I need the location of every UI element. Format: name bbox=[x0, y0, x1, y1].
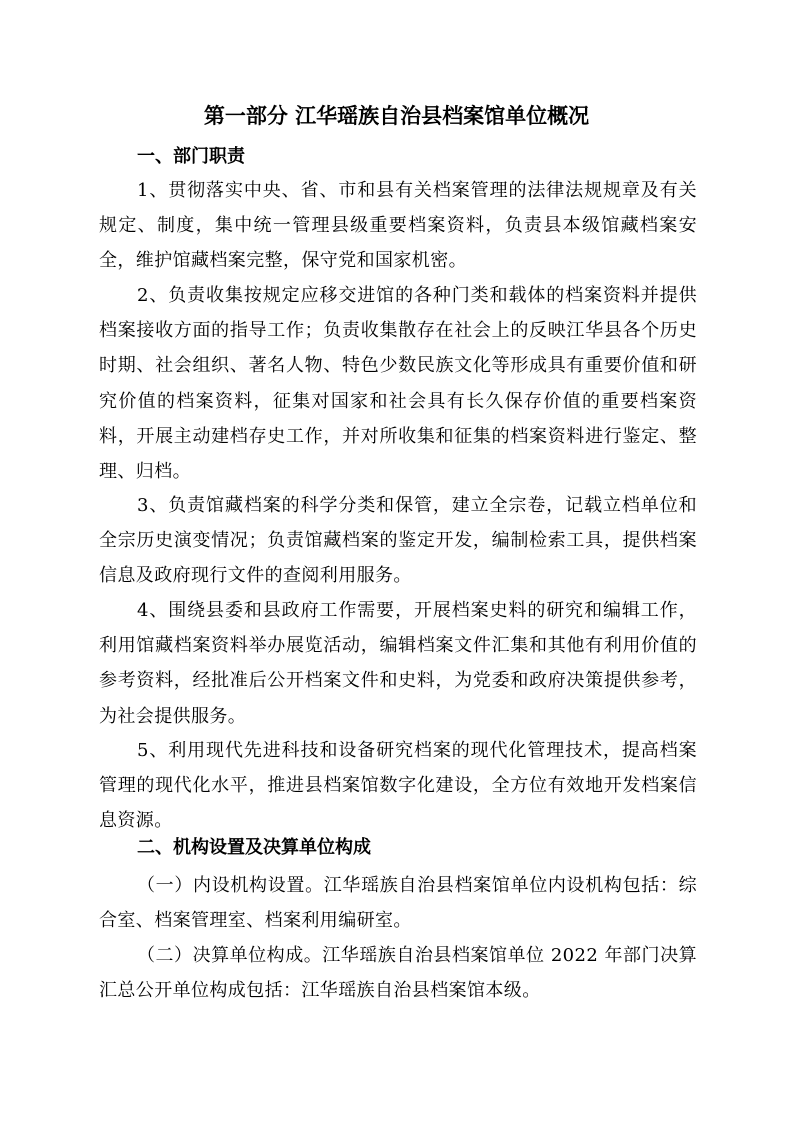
paragraph-duty-3: 3、负责馆藏档案的科学分类和保管，建立全宗卷，记载立档单位和全宗历史演变情况；负责馆藏档案的鉴定开发，编制检索工具，提供档案信息及政府现行文件的查阅利用服务。 bbox=[99, 495, 697, 587]
section-heading-duties: 一、部门职责 bbox=[137, 146, 245, 167]
paragraph-duty-5: 5、利用现代先进科技和设备研究档案的现代化管理技术，提高档案管理的现代化水平，推进县档案馆数字化建设，全方位有效地开发档案信息资源。 bbox=[99, 740, 697, 832]
page-title: 第一部分 江华瑶族自治县档案馆单位概况 bbox=[203, 104, 590, 128]
paragraph-duty-2: 2、负责收集按规定应移交进馆的各种门类和载体的档案资料并提供档案接收方面的指导工作；负责收集散存在社会上的反映江华县各个历史时期、社会组织、著名人物、特色少数民族文化等形成具有重要价值和研究价值的档案资料，征集对国家和社会具有长久保存价值的重要档案资料，开展主动建档存史工作，并对所收集和征集的档案资料进行鉴定、整理、归档。 bbox=[99, 285, 697, 483]
paragraph-org-internal: （一）内设机构设置。江华瑶族自治县档案馆单位内设机构包括：综合室、档案管理室、档案利用编研室。 bbox=[99, 875, 697, 932]
paragraph-duty-4: 4、围绕县委和县政府工作需要，开展档案史料的研究和编辑工作，利用馆藏档案资料举办展览活动，编辑档案文件汇集和其他有利用价值的参考资料，经批准后公开档案文件和史料，为党委和政府决策提供参考，为社会提供服务。 bbox=[99, 600, 697, 727]
paragraph-org-units: （二）决算单位构成。江华瑶族自治县档案馆单位 2022 年部门决算汇总公开单位构成包括：江华瑶族自治县档案馆本级。 bbox=[99, 945, 697, 1002]
paragraph-duty-1: 1、贯彻落实中央、省、市和县有关档案管理的法律法规规章及有关规定、制度，集中统一管理县级重要档案资料，负责县本级馆藏档案安全，维护馆藏档案完整，保守党和国家机密。 bbox=[99, 180, 697, 272]
section-heading-organization: 二、机构设置及决算单位构成 bbox=[137, 837, 371, 858]
